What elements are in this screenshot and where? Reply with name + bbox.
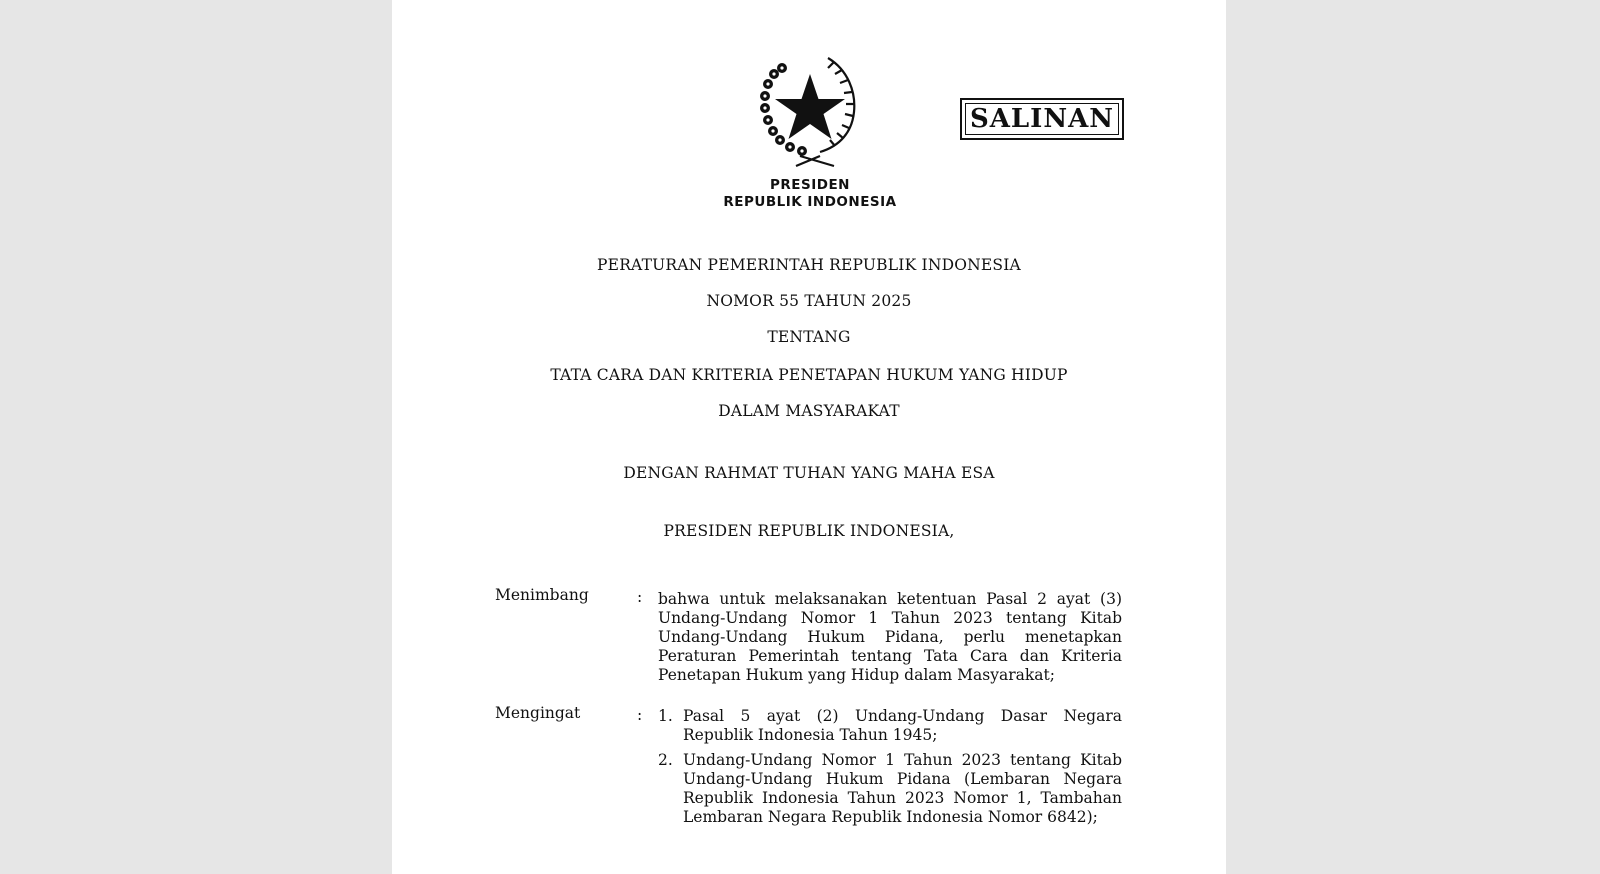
mengingat-item-text: Undang-Undang Nomor 1 Tahun 2023 tentang Kitab Undang-Undang Hukum Pidana (Lembaran Negara Republik Indonesia Tahun 2023 Nomor 1, Tambahan Lembaran Negara Republik Indonesia Nomor 6842); <box>683 751 1122 826</box>
regulation-number: NOMOR 55 TAHUN 2025 <box>706 292 912 310</box>
menimbang-label: Menimbang <box>495 586 589 604</box>
menimbang-text: bahwa untuk melaksanakan ketentuan Pasal 2 ayat (3) Undang-Undang Nomor 1 Tahun 2023 tentang Kitab Undang-Undang Hukum Pidana, perlu menetapkan Peraturan Pemerintah tentang Tata Cara dan Kriteria Penetapan Hukum yang Hidup dalam Masyarakat; <box>658 590 1122 684</box>
regulation-subject-line2: DALAM MASYARAKAT <box>718 402 900 420</box>
mengingat-item-number: 2. <box>658 751 673 769</box>
mengingat-colon: : <box>637 706 643 724</box>
invocation: DENGAN RAHMAT TUHAN YANG MAHA ESA <box>623 464 995 482</box>
menimbang-colon: : <box>637 588 643 606</box>
mengingat-label: Mengingat <box>495 704 581 722</box>
emblem-caption-republic: REPUBLIK INDONESIA <box>723 194 897 210</box>
document-page <box>392 0 1226 874</box>
regulation-tentang: TENTANG <box>767 328 851 346</box>
salinan-stamp: SALINAN <box>960 98 1124 140</box>
emblem-caption-president: PRESIDEN <box>770 177 850 193</box>
regulation-title: PERATURAN PEMERINTAH REPUBLIK INDONESIA <box>597 256 1021 274</box>
mengingat-item-number: 1. <box>658 707 673 725</box>
regulation-subject-line1: TATA CARA DAN KRITERIA PENETAPAN HUKUM YANG HIDUP <box>550 366 1068 384</box>
mengingat-item-text: Pasal 5 ayat (2) Undang-Undang Dasar Negara Republik Indonesia Tahun 1945; <box>683 707 1122 744</box>
garuda-star-emblem-icon <box>750 52 870 168</box>
president-heading: PRESIDEN REPUBLIK INDONESIA, <box>663 522 955 540</box>
